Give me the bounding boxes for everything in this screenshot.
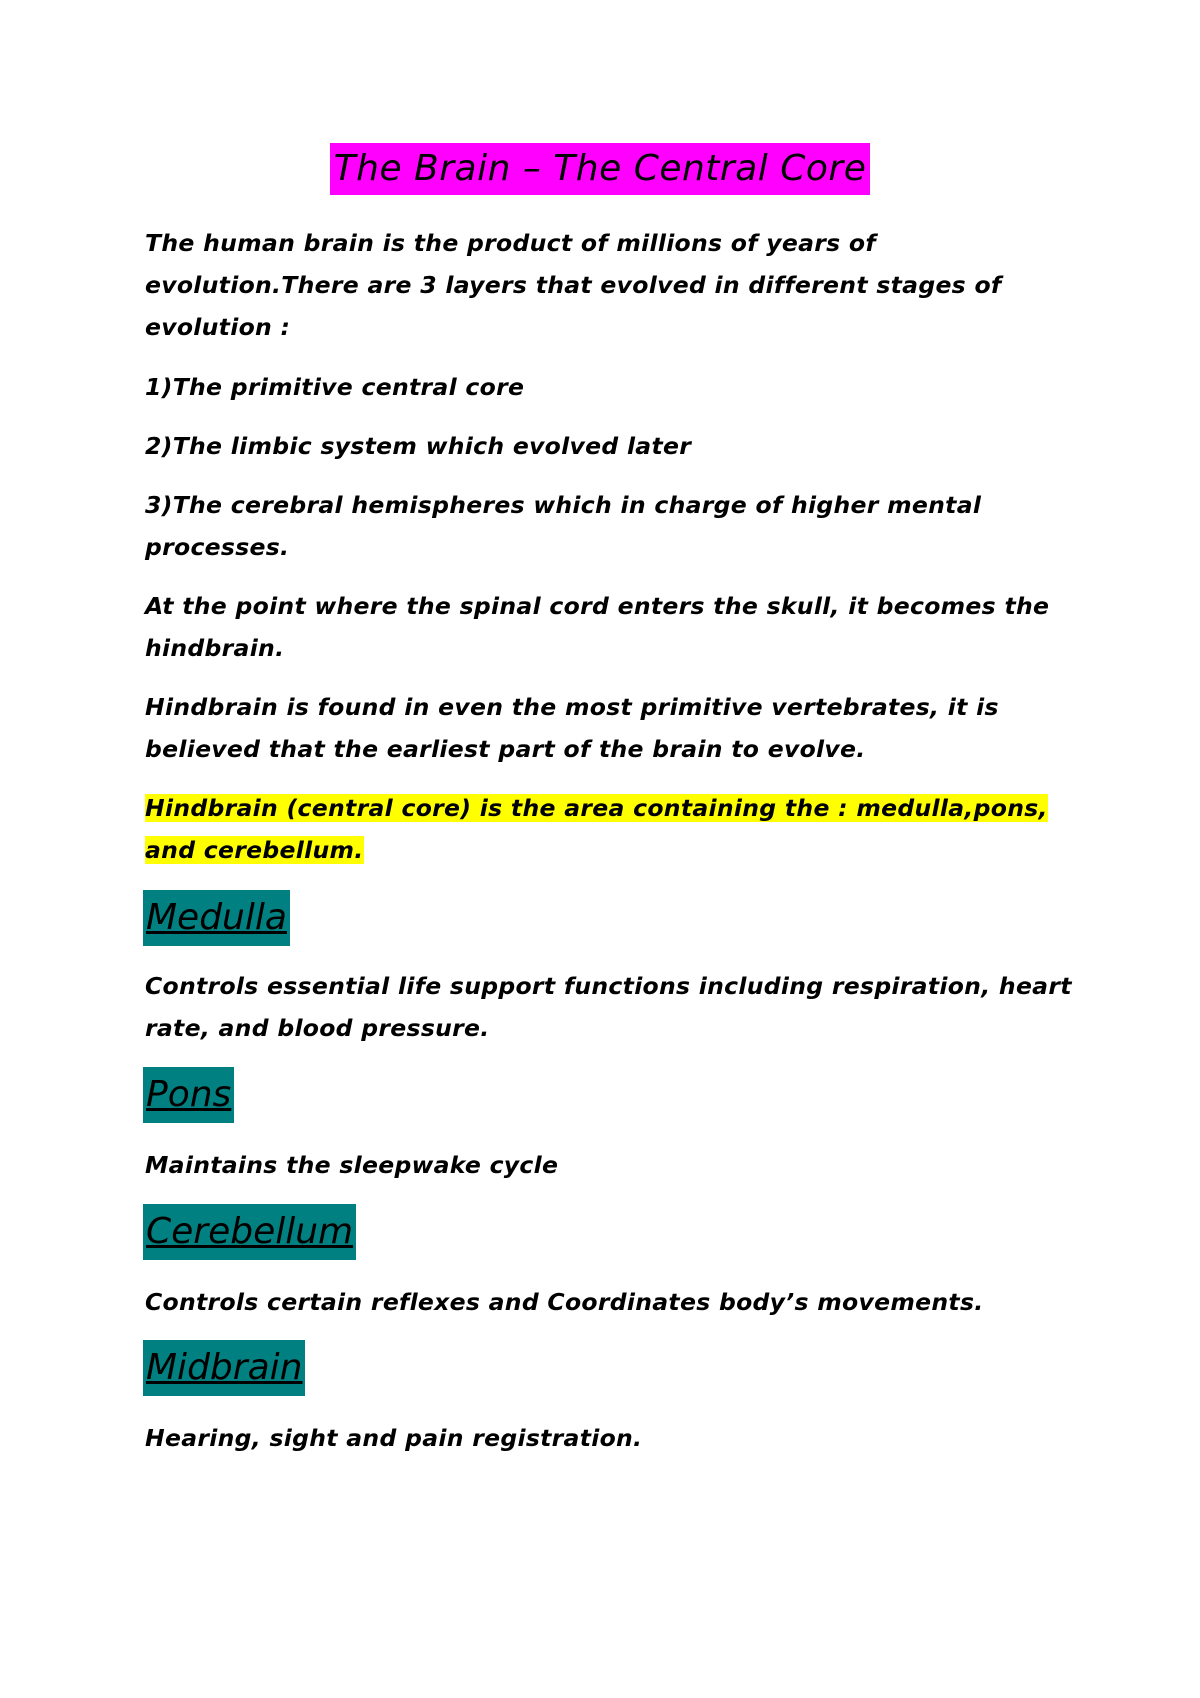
midbrain-description: Hearing, sight and pain registration. — [145, 1424, 643, 1452]
hindbrain-highlight-paragraph — [145, 787, 1075, 871]
layer-item-2: 2)The limbic system which evolved later — [145, 432, 692, 460]
heading-medulla: Medulla — [143, 890, 290, 946]
highlighted-text: Hindbrain (central core) is the area containing the : medulla,pons, and cerebellum. — [145, 794, 1048, 864]
hindbrain-paragraph: Hindbrain is found in even the most primitive vertebrates, it is believed that the earliest part of the brain to evolve. — [145, 693, 999, 763]
intro-paragraph: The human brain is the product of millions of years of evolution.There are 3 layers that evolved in different stages of evolution : — [145, 229, 1002, 341]
heading-cerebellum: Cerebellum — [143, 1204, 356, 1260]
layer-item-3: 3)The cerebral hemispheres which in charge of higher mental processes. — [145, 491, 982, 561]
pons-description: Maintains the sleepwake cycle — [145, 1151, 559, 1179]
heading-midbrain: Midbrain — [143, 1340, 305, 1396]
page-title: The Brain – The Central Core — [330, 143, 871, 195]
cerebellum-description: Controls certain reflexes and Coordinates body’s movements. — [145, 1288, 984, 1316]
medulla-description: Controls essential life support functions including respiration, heart rate, and blood pressure. — [145, 972, 1072, 1042]
spinal-cord-paragraph: At the point where the spinal cord enters the skull, it becomes the hindbrain. — [145, 592, 1050, 662]
layer-item-1: 1)The primitive central core — [145, 373, 525, 401]
heading-pons: Pons — [143, 1067, 234, 1123]
title-container — [0, 143, 1200, 195]
